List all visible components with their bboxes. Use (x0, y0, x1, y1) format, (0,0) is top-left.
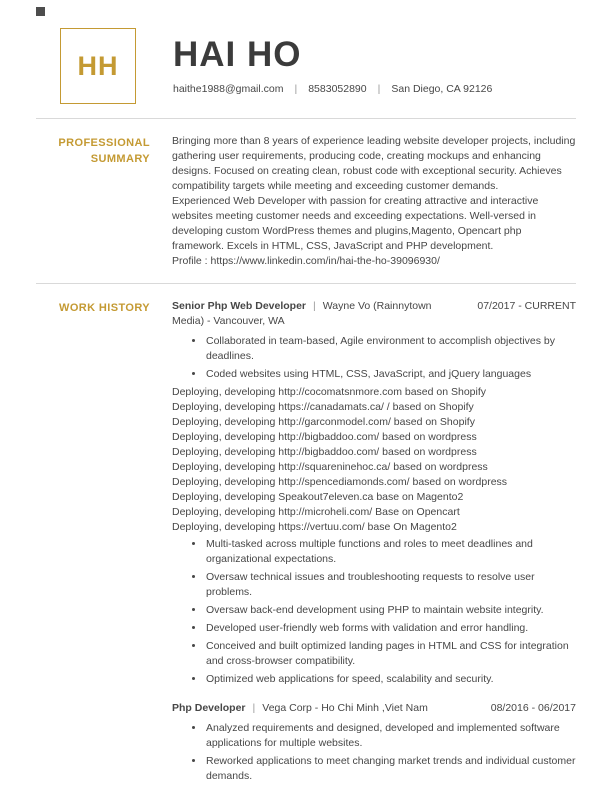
job-header (172, 701, 576, 716)
section-label-summary: PROFESSIONAL SUMMARY (58, 137, 150, 165)
summary-paragraph: Bringing more than 8 years of experience leading website developer projects, including gathering user requirements, producing code, creating mockups and enhancing designs. Focused on creating clean, robust code with exceptional security. Achieves compatibility targets while meeting and exceeding customer demands. (172, 135, 576, 192)
bullet-list (172, 721, 576, 784)
deployment-line: Deploying, developing http://microheli.com/ Base on Opencart (172, 506, 460, 518)
job-entry (172, 299, 576, 687)
contact-line (173, 83, 492, 95)
section-work-history (36, 299, 576, 787)
summary-profile-link: Profile : https://www.linkedin.com/in/hai-the-ho-39096930/ (172, 255, 440, 267)
summary-paragraph: Experienced Web Developer with passion for creating attractive and interactive websites meeting customer needs and exceeding expectations. Well-versed in developing custom WordPress themes and plugins,Magento, Opencart php framework. Excels in HTML, CSS, JavaScript and PHP development. (172, 195, 539, 252)
deployment-line: Deploying, developing http://garconmodel.com/ based on Shopify (172, 416, 475, 428)
contact-email: haithe1988@gmail.com (173, 83, 284, 95)
deployment-line: Deploying, developing http://cocomatsnmore.com based on Shopify (172, 386, 487, 398)
bullet-item: • Oversaw technical issues and troubleshooting requests to resolve user problems. (205, 570, 576, 600)
section-divider (36, 283, 576, 284)
job-separator: | (252, 702, 256, 714)
bullet-item: • Optimized web applications for speed, scalability and security. (205, 672, 576, 687)
header-divider (36, 118, 576, 119)
deployment-line: Deploying, developing http://bigbaddoo.com/ based on wordpress (172, 431, 477, 443)
bullet-list (172, 537, 576, 687)
contact-separator: | (294, 83, 298, 95)
bullet-item: • Collaborated in team-based, Agile environment to accomplish objectives by deadlines. (205, 334, 576, 364)
bullet-list (172, 334, 576, 382)
corner-square-decoration (36, 7, 45, 16)
monogram-text: HH (77, 50, 119, 81)
job-dates: 07/2017 - CURRENT (477, 300, 576, 312)
section-professional-summary (36, 134, 576, 269)
bullet-item: • Coded websites using HTML, CSS, JavaScript, and jQuery languages (205, 367, 576, 382)
contact-separator: | (377, 83, 381, 95)
contact-phone: 8583052890 (308, 83, 367, 95)
candidate-name: HAI HO (173, 35, 302, 74)
bullet-item: • Conceived and built optimized landing pages in HTML and CSS for integration and cross-browser compatibility. (205, 639, 576, 669)
bullet-item: • Developed user-friendly web forms with validation and error handling. (205, 621, 576, 636)
deployment-line: Deploying, developing http://bigbaddoo.com/ based on wordpress (172, 446, 477, 458)
job-header (172, 299, 576, 329)
job-entry (172, 701, 576, 784)
deployment-line: Deploying, developing http://spencediamonds.com/ based on wordpress (172, 476, 508, 488)
deployment-line: Deploying, developing https://canadamats.ca/ / based on Shopify (172, 401, 474, 413)
job-company: Wayne Vo (Rainnytown Media) - Vancouver, WA (172, 300, 432, 327)
bullet-item: • Analyzed requirements and designed, developed and implemented software applications for multiple websites. (205, 721, 576, 751)
monogram-box (60, 28, 136, 104)
bullet-item: • Oversaw back-end development using PHP to maintain website integrity. (205, 603, 576, 618)
section-label-work-history: WORK HISTORY (59, 302, 150, 314)
header (36, 28, 576, 104)
job-title: Senior Php Web Developer (172, 300, 307, 312)
bullet-item: • Reworked applications to meet changing market trends and individual customer demands. (205, 754, 576, 784)
deployment-line: Deploying, developing http://squareninehoc.ca/ based on wordpress (172, 461, 488, 473)
job-company: Vega Corp - Ho Chi Minh ,Viet Nam (262, 702, 428, 714)
contact-location: San Diego, CA 92126 (391, 83, 493, 95)
deployment-lines (172, 385, 576, 535)
deployment-line: Deploying, developing https://vertuu.com/ base On Magento2 (172, 521, 457, 533)
job-separator: | (313, 300, 316, 312)
work-history-content (172, 299, 576, 787)
header-text (173, 28, 492, 95)
summary-content (172, 134, 576, 269)
deployment-line: Deploying, developing Speakout7eleven.ca base on Magento2 (172, 491, 464, 503)
job-dates: 08/2016 - 06/2017 (490, 702, 576, 714)
job-title: Php Developer (172, 702, 246, 714)
bullet-item: • Multi-tasked across multiple functions and roles to meet deadlines and organizational expectations. (205, 537, 576, 567)
